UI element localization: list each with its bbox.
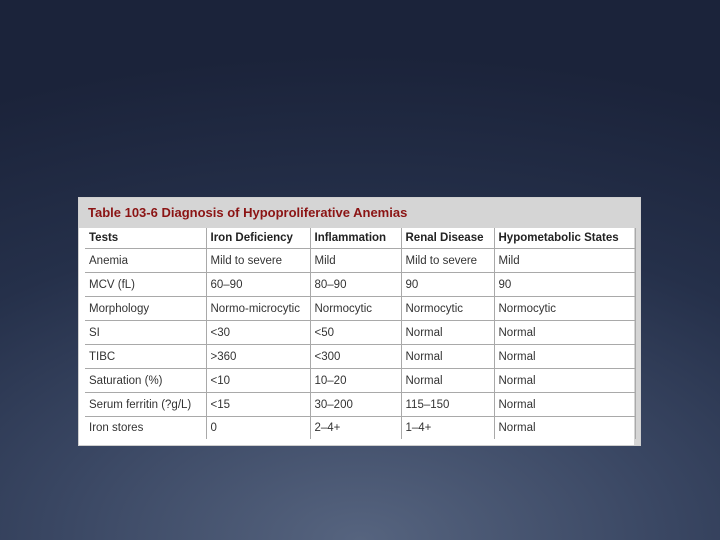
table-cell: 1–4+ xyxy=(401,417,494,440)
table-cell: 2–4+ xyxy=(310,417,401,440)
column-header-renal-disease: Renal Disease xyxy=(401,228,494,249)
table-cell: SI xyxy=(85,321,206,345)
table-cell: Mild xyxy=(494,249,635,273)
table-cell: 10–20 xyxy=(310,369,401,393)
table-cell: MCV (fL) xyxy=(85,273,206,297)
table-cell: Normocytic xyxy=(310,297,401,321)
table-cell: Normo-microcytic xyxy=(206,297,310,321)
column-header-tests: Tests xyxy=(85,228,206,249)
table-cell: >360 xyxy=(206,345,310,369)
table-cell: <30 xyxy=(206,321,310,345)
table-cell: 60–90 xyxy=(206,273,310,297)
table-cell: <15 xyxy=(206,393,310,417)
diagnosis-table-figure xyxy=(78,197,641,446)
table-cell: <50 xyxy=(310,321,401,345)
table-cell: Morphology xyxy=(85,297,206,321)
table-row xyxy=(85,273,635,297)
table-cell: Normocytic xyxy=(494,297,635,321)
table-cell: 30–200 xyxy=(310,393,401,417)
table-cell: <300 xyxy=(310,345,401,369)
table-cell: 90 xyxy=(401,273,494,297)
table-cell: Normal xyxy=(494,321,635,345)
diagnosis-table xyxy=(85,228,636,439)
table-row xyxy=(85,417,635,440)
table-row xyxy=(85,297,635,321)
table-cell: <10 xyxy=(206,369,310,393)
table-cell: Anemia xyxy=(85,249,206,273)
table-cell: Normocytic xyxy=(401,297,494,321)
column-header-inflammation: Inflammation xyxy=(310,228,401,249)
table-cell: Normal xyxy=(494,345,635,369)
table-cell: Mild to severe xyxy=(401,249,494,273)
column-header-iron-deficiency: Iron Deficiency xyxy=(206,228,310,249)
table-row xyxy=(85,369,635,393)
table-cell: TIBC xyxy=(85,345,206,369)
table-row xyxy=(85,345,635,369)
table-cell: 0 xyxy=(206,417,310,440)
table-cell: Mild xyxy=(310,249,401,273)
table-title: Table 103-6 Diagnosis of Hypoproliferative Anemias xyxy=(79,198,635,228)
table-cell: Normal xyxy=(494,417,635,440)
table-cell: Iron stores xyxy=(85,417,206,440)
table-cell: 90 xyxy=(494,273,635,297)
table-cell: Normal xyxy=(401,321,494,345)
table-row xyxy=(85,321,635,345)
table-cell: Normal xyxy=(401,345,494,369)
table-cell: Normal xyxy=(494,393,635,417)
table-header-row xyxy=(85,228,635,249)
table-cell: Normal xyxy=(401,369,494,393)
table-cell: Normal xyxy=(494,369,635,393)
table-row xyxy=(85,393,635,417)
table-cell: Saturation (%) xyxy=(85,369,206,393)
table-cell: 115–150 xyxy=(401,393,494,417)
table-cell: 80–90 xyxy=(310,273,401,297)
table-row xyxy=(85,249,635,273)
table-cell: Serum ferritin (?g/L) xyxy=(85,393,206,417)
column-header-hypometabolic-states: Hypometabolic States xyxy=(494,228,635,249)
table-cell: Mild to severe xyxy=(206,249,310,273)
